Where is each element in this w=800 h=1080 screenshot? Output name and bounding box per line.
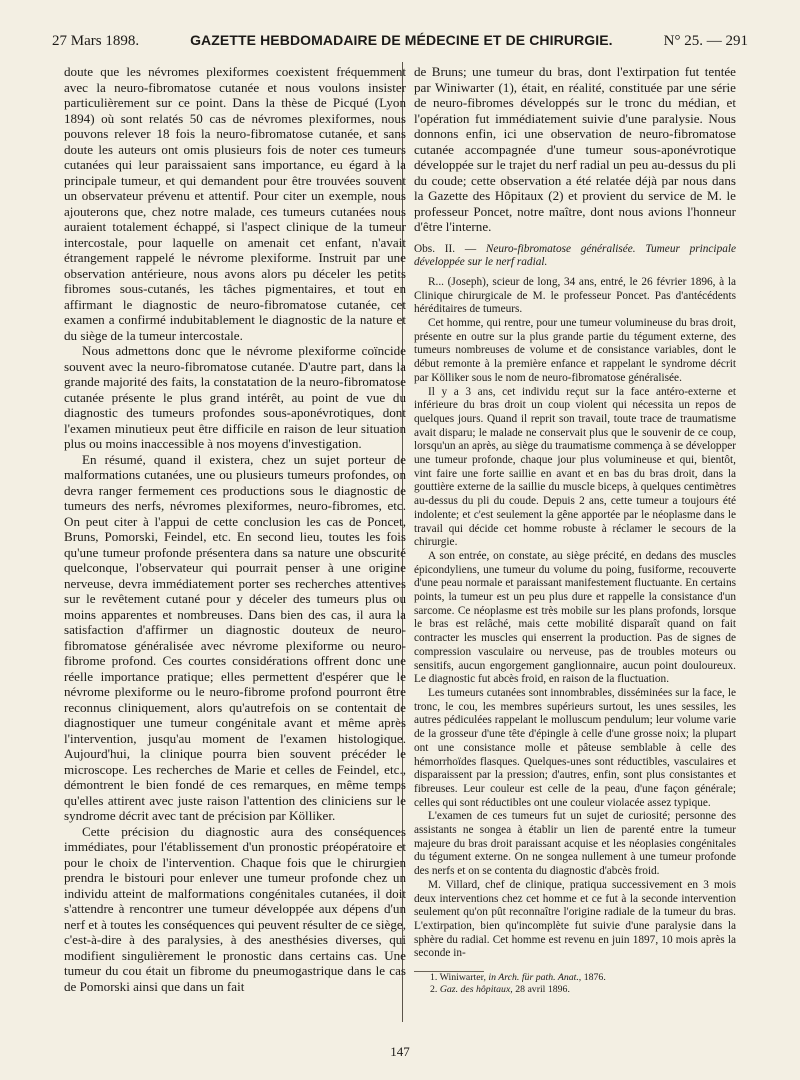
observation-paragraph: Les tumeurs cutanées sont innombrables, disséminées sur la face, le tronc, le cou, les membres supérieurs surtout, les unes sessiles, les autres pédiculées rappelant le molluscum pendulum; leur volume varie de la grosseur d'une tête d'épingle à celle d'une grosse noix; la plupart ont une consistance molle et pâteuse semblable à celle des hémorrhoïdes flasques. Quelques-unes sont réductibles, vasculaires et disparaissent par la pression; d'autres, enfin, sont plus consistantes et fibreuses. Leur couleur est celle de la peau, d'une façon générale; celles qui sont réductibles ont une couleur violacée assez typique. — [414, 687, 736, 809]
header-date: 27 Mars 1898. — [52, 33, 140, 49]
right-column — [414, 64, 736, 996]
footnote-source: Gaz. des hôpitaux, — [439, 984, 513, 996]
paragraph: En résumé, quand il existera, chez un sujet porteur de malformations cutanées, une ou plusieurs tumeurs profondes, on devra ranger fermement ces productions sous le diagnostic de tumeurs des nerfs, névromes plexiformes, neuro-fibromes, etc. On peut citer à l'appui de cette conclusion les cas de Poncet, Bruns, Pomorski, Feindel, etc. En second lieu, toutes les fois qu'une tumeur profonde présentera dans sa nature une obscurité quelconque, l'observateur qui pourrait penser à une origine nerveuse, devra immédiatement porter ses recherches attentives sur le revêtement cutané pour y déceler des tumeurs plus ou moins apparentes et nombreuses. Dans bien des cas, il aura la satisfaction d'affirmer un diagnostic douteux de neuro-fibromatose généralisée avec névrome plexiforme ou neuro-fibrome profond. Ces courtes considérations offrent donc une réelle importance pratique; elles permettent d'espérer que le névrome plexiforme ou le neuro-fibrome profond pourront être reconnus cliniquement, alors qu'autrefois on se contentait de diagnostiquer une tumeur congénitale avant et même après l'intervention, jusqu'au moment de l'examen histologique. Aujourd'hui, la clinique pourra bien souvent précéder le microscope. Les recherches de Marie et celles de Feindel, etc., démontrent le bien fondé de ces remarques, en même temps qu'elles attirent avec juste raison l'attention des cliniciens sur le syndrome décrit avec tant de précision par Kölliker. — [64, 451, 406, 823]
journal-title: GAZETTE HEBDOMADAIRE DE MÉDECINE ET DE CHIRURGIE. — [190, 32, 613, 48]
paragraph: Cette précision du diagnostic aura des conséquences immédiates, pour l'établissement d'un pronostic préopératoire et pour le choix de l'intervention. Chaque fois que le chirurgien prendra le bistouri pour enlever une tumeur profonde chez un individu atteint de malformations congénitales cutanées, il doit s'attendre à rencontrer une tumeur développée aux dépens d'un nerf et à toutes les conséquences qui peuvent résulter de ce siège, c'est-à-dire à des paralysies, à des anesthésies diverses, qui modifient singulièrement le pronostic dans certains cas. Une tumeur du cou était un fibrome du pneumogastrique dans le cas de Pomorski ainsi que dans un fait — [64, 823, 406, 994]
footnote-number: 2. — [430, 984, 438, 996]
observation-label: Obs. II. — — [414, 242, 477, 255]
observation-paragraph: L'examen de ces tumeurs fut un sujet de curiosité; personne des assistants ne songea à établir un lien de parenté entre la tumeur majeure du bras droit paraissant acquise et les néoplasies congénitales du tégument externe. On ne songea nullement à une tumeur profonde des nerfs et on se contenta du diagnostic d'abcès froid. — [414, 810, 736, 878]
footnote — [414, 972, 736, 984]
observation-paragraph: A son entrée, on constate, au siège précité, en dedans des muscles épicondyliens, une tumeur du volume du poing, fusiforme, recouverte d'une peau normale et paraissant manifestement fluctuante. En certains points, la tumeur est un peu plus dure et rappelle la consistance d'un sarcome. Ce néoplasme est très mobile sur les plans profonds, lorsque le bras est relâché, mais cette mobilité disparaît quand on fait contracter les muscles qui enserrent la production. Pas de signes de compression vasculaire ou nerveuse, pas de troubles moteurs ou sensitifs, aucun engorgement ganglionnaire, aucun point douloureux. Le diagnostic fut abcès froid, en raison de la fluctuation. — [414, 549, 736, 686]
footnote-author: 1. Winiwarter, — [430, 972, 486, 984]
footnote-year: 1876. — [583, 972, 606, 984]
observation-paragraph: R... (Joseph), scieur de long, 34 ans, entré, le 26 février 1896, à la Clinique chirurgicale de M. le professeur Poncet. Pas d'antécédents héréditaires de tumeurs. — [414, 275, 736, 316]
observation-paragraph: Il y a 3 ans, cet individu reçut sur la face antéro-externe et inférieure du bras droit un coup violent qui nécessita un repos de quelques jours. Quand il reprit son travail, toute trace de traumatisme avait disparu; le malade ne conservait plus que le souvenir de ce coup, lorsqu'un an après, au siège du traumatisme commença à se développer une tumeur profonde, chaque jour plus volumineuse et qui, bientôt, vint faire une forte saillie en avant et en bas du bras droit, dans la gouttière externe de la saillie du muscle biceps, à quelques centimètres au-dessus du pli du coude. Depuis 2 ans, cette tumeur a toujours été indolente; et c'est seulement la gêne apportée par le néoplasme dans le travail qui décide cet homme robuste à réclamer le secours de la chirurgie. — [414, 385, 736, 549]
paragraph: doute que les névromes plexiformes coexistent fréquemment avec la neuro-fibromatose cutanée et nous voulons insister particulièrement sur ce point. Dans la thèse de Picqué (Lyon 1894) où sont relatés 50 cas de névromes plexiformes, nous pouvons relever 18 fois la neuro-fibromatose cutanée, et sans doute les auteurs ont omis plusieurs fois de noter ces tumeurs cutanées qui leur paraissaient sans importance, eu égard à la principale tumeur, et qui demandent pour être trouvées souvent un observateur prévenu et attentif. Pour citer un exemple, nous ajouterons que, chez notre malade, ces tumeurs cutanées nous auraient totalement échappé, si l'aspect clinique de la tumeur intercostale, pour laquelle on amenait cet enfant, n'avait étrangement rappelé le névrome plexiforme. Instruit par une observation antérieure, nous avons alors pu déceler les petits fibromes sous-cutanés, les tâches pigmentaires, et tout en affirmant le diagnostic de neuro-fibromatose cutanée, cet examen a confirmé indubitablement le diagnostic de la nature et du siège de la tumeur intercostale. — [64, 64, 406, 343]
observation-heading — [414, 243, 736, 270]
observation-title: Neuro-fibromatose généralisée. Tumeur principale développée sur le nerf radial. — [414, 242, 737, 269]
header-issue-page: N° 25. — 291 — [663, 33, 748, 49]
paragraph: Nous admettons donc que le névrome plexiforme coïncide souvent avec la neuro-fibromatose cutanée. D'autre part, dans la grande majorité des faits, la constatation de la neuro-fibromatose cutanée présente le plus grand intérêt, au point de vue du diagnostic des tumeurs profondes sous-aponévrotiques, dont l'examen minutieux peut être difficile en raison de leur situation plus ou moins inaccessible à nos moyens d'investigation. — [64, 343, 406, 451]
left-column — [64, 64, 406, 994]
footnote-source: in Arch. für path. Anat., — [488, 972, 582, 984]
paragraph: de Bruns; une tumeur du bras, dont l'extirpation fut tentée par Winiwarter (1), était, en réalité, constituée par une série de neuro-fibromes développés sur le tronc du médian, et l'opération fut immédiatement suivie d'une paralysie. Nous donnons enfin, ici une observation de neuro-fibromatose cutanée accompagnée d'une tumeur sous-aponévrotique développée sur le trajet du nerf radial un peu au-dessus du pli du coude; cette observation a été relatée déjà par nous dans la Gazette des Hôpitaux (2) et provient du service de M. le professeur Poncet, notre maître, dont nous avions l'honneur d'être l'interne. — [414, 64, 736, 234]
footnote — [414, 984, 736, 996]
running-header — [52, 32, 748, 54]
observation-paragraph: M. Villard, chef de clinique, pratiqua successivement en 3 mois deux interventions chez cet homme et ce fut à la seconde intervention seulement qu'on pût reconnaître l'origine radiale de la tumeur du bras. L'extirpation, bien qu'incomplète fut suivie d'une paralysie dans la sphère du radial. Cet homme est revenu en juin 1897, 10 mois après la seconde in- — [414, 878, 736, 960]
footnote-date: 28 avril 1896. — [515, 984, 570, 996]
observation-paragraph: Cet homme, qui rentre, pour une tumeur volumineuse du bras droit, présente en outre sur la plus grande partie du tégument externe, des tumeurs nombreuses de volume et de consistance variables, dont le début remonte à la première enfance et rappelant le syndrome décrit par Kölliker sous le nom de neuro-fibromatose généralisée. — [414, 317, 736, 384]
page-number: 147 — [390, 1044, 410, 1059]
